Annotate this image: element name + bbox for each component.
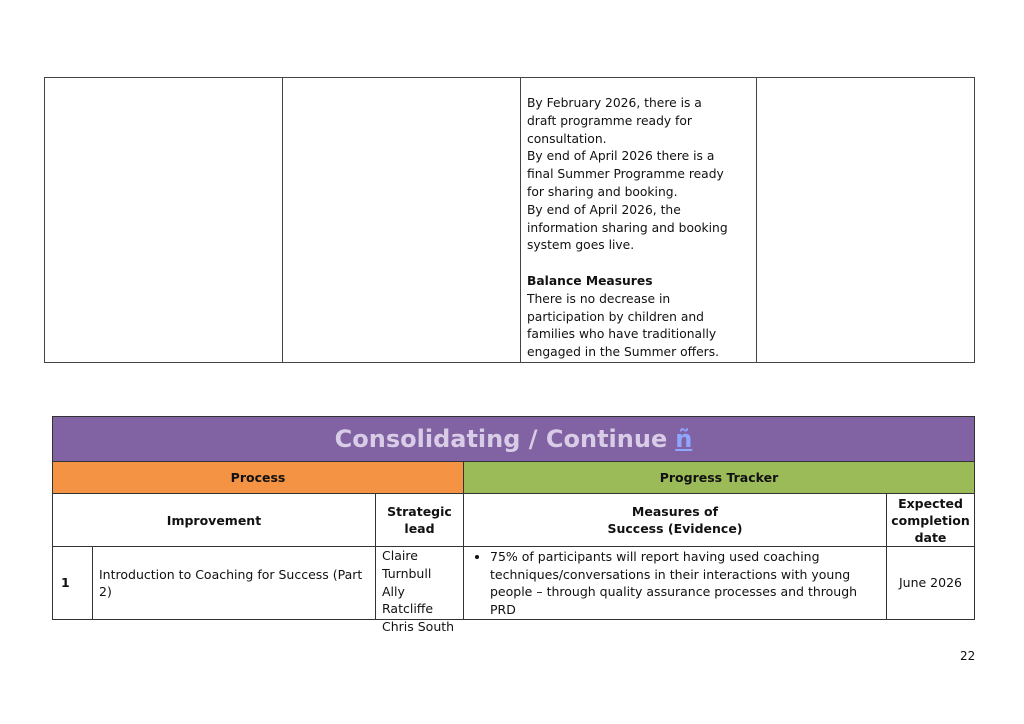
balance-measures-heading: Balance Measures <box>527 273 653 288</box>
title-glyph: ñ <box>675 425 693 453</box>
section-title: Consolidating / Continue <box>334 425 668 453</box>
page-number: 22 <box>960 649 976 663</box>
section-banner <box>53 417 975 462</box>
measures-line: system goes live. <box>527 238 635 253</box>
improvement-header: Improvement <box>53 494 376 547</box>
measures-line: consultation. <box>527 131 607 146</box>
evidence-item: • 75% of participants will report having used coaching techniques/conversations in their interactions with young people – through quality assurance processes and through PRD <box>490 548 880 618</box>
measures-line: for sharing and booking. <box>527 184 678 199</box>
balance-line: engaged in the Summer offers. <box>527 345 720 360</box>
balance-line: participation by children and <box>527 309 704 324</box>
consolidating-table <box>52 416 975 635</box>
table-cell <box>757 78 975 363</box>
improvement-text: Introduction to Coaching for Success (Part 2) <box>93 547 376 620</box>
measures-line: By end of April 2026, the <box>527 202 681 217</box>
previous-section-table <box>44 77 975 363</box>
lead-name: Chris South <box>382 619 455 635</box>
table-cell <box>45 78 283 363</box>
measures-line: final Summer Programme ready <box>527 167 724 182</box>
lead-name: Ally <box>382 583 405 599</box>
measures-line: information sharing and booking <box>527 220 728 235</box>
lead-name: Turnbull <box>382 565 432 581</box>
completion-date: June 2026 <box>887 547 975 620</box>
balance-line: There is no decrease in <box>527 291 671 306</box>
table-row <box>53 547 975 620</box>
strategic-lead-header: Strategic lead <box>376 494 464 547</box>
table-row <box>45 78 975 363</box>
row-number: 1 <box>53 547 93 620</box>
measures-line: By end of April 2026 there is a <box>527 149 715 164</box>
lead-name: Ratcliffe <box>382 601 434 617</box>
balance-line: families who have traditionally <box>527 327 717 342</box>
measures-line: draft programme ready for <box>527 113 692 128</box>
expected-date-header: Expected completion date <box>887 494 975 547</box>
progress-tracker-header: Progress Tracker <box>464 462 975 494</box>
measures-cell <box>521 78 757 363</box>
evidence-cell <box>464 547 887 620</box>
measures-line: By February 2026, there is a <box>527 96 702 110</box>
table-cell <box>283 78 521 363</box>
process-header: Process <box>53 462 464 494</box>
strategic-leads <box>376 547 464 635</box>
lead-name: Claire <box>382 548 418 563</box>
measures-header: Measures of Success (Evidence) <box>464 494 887 547</box>
